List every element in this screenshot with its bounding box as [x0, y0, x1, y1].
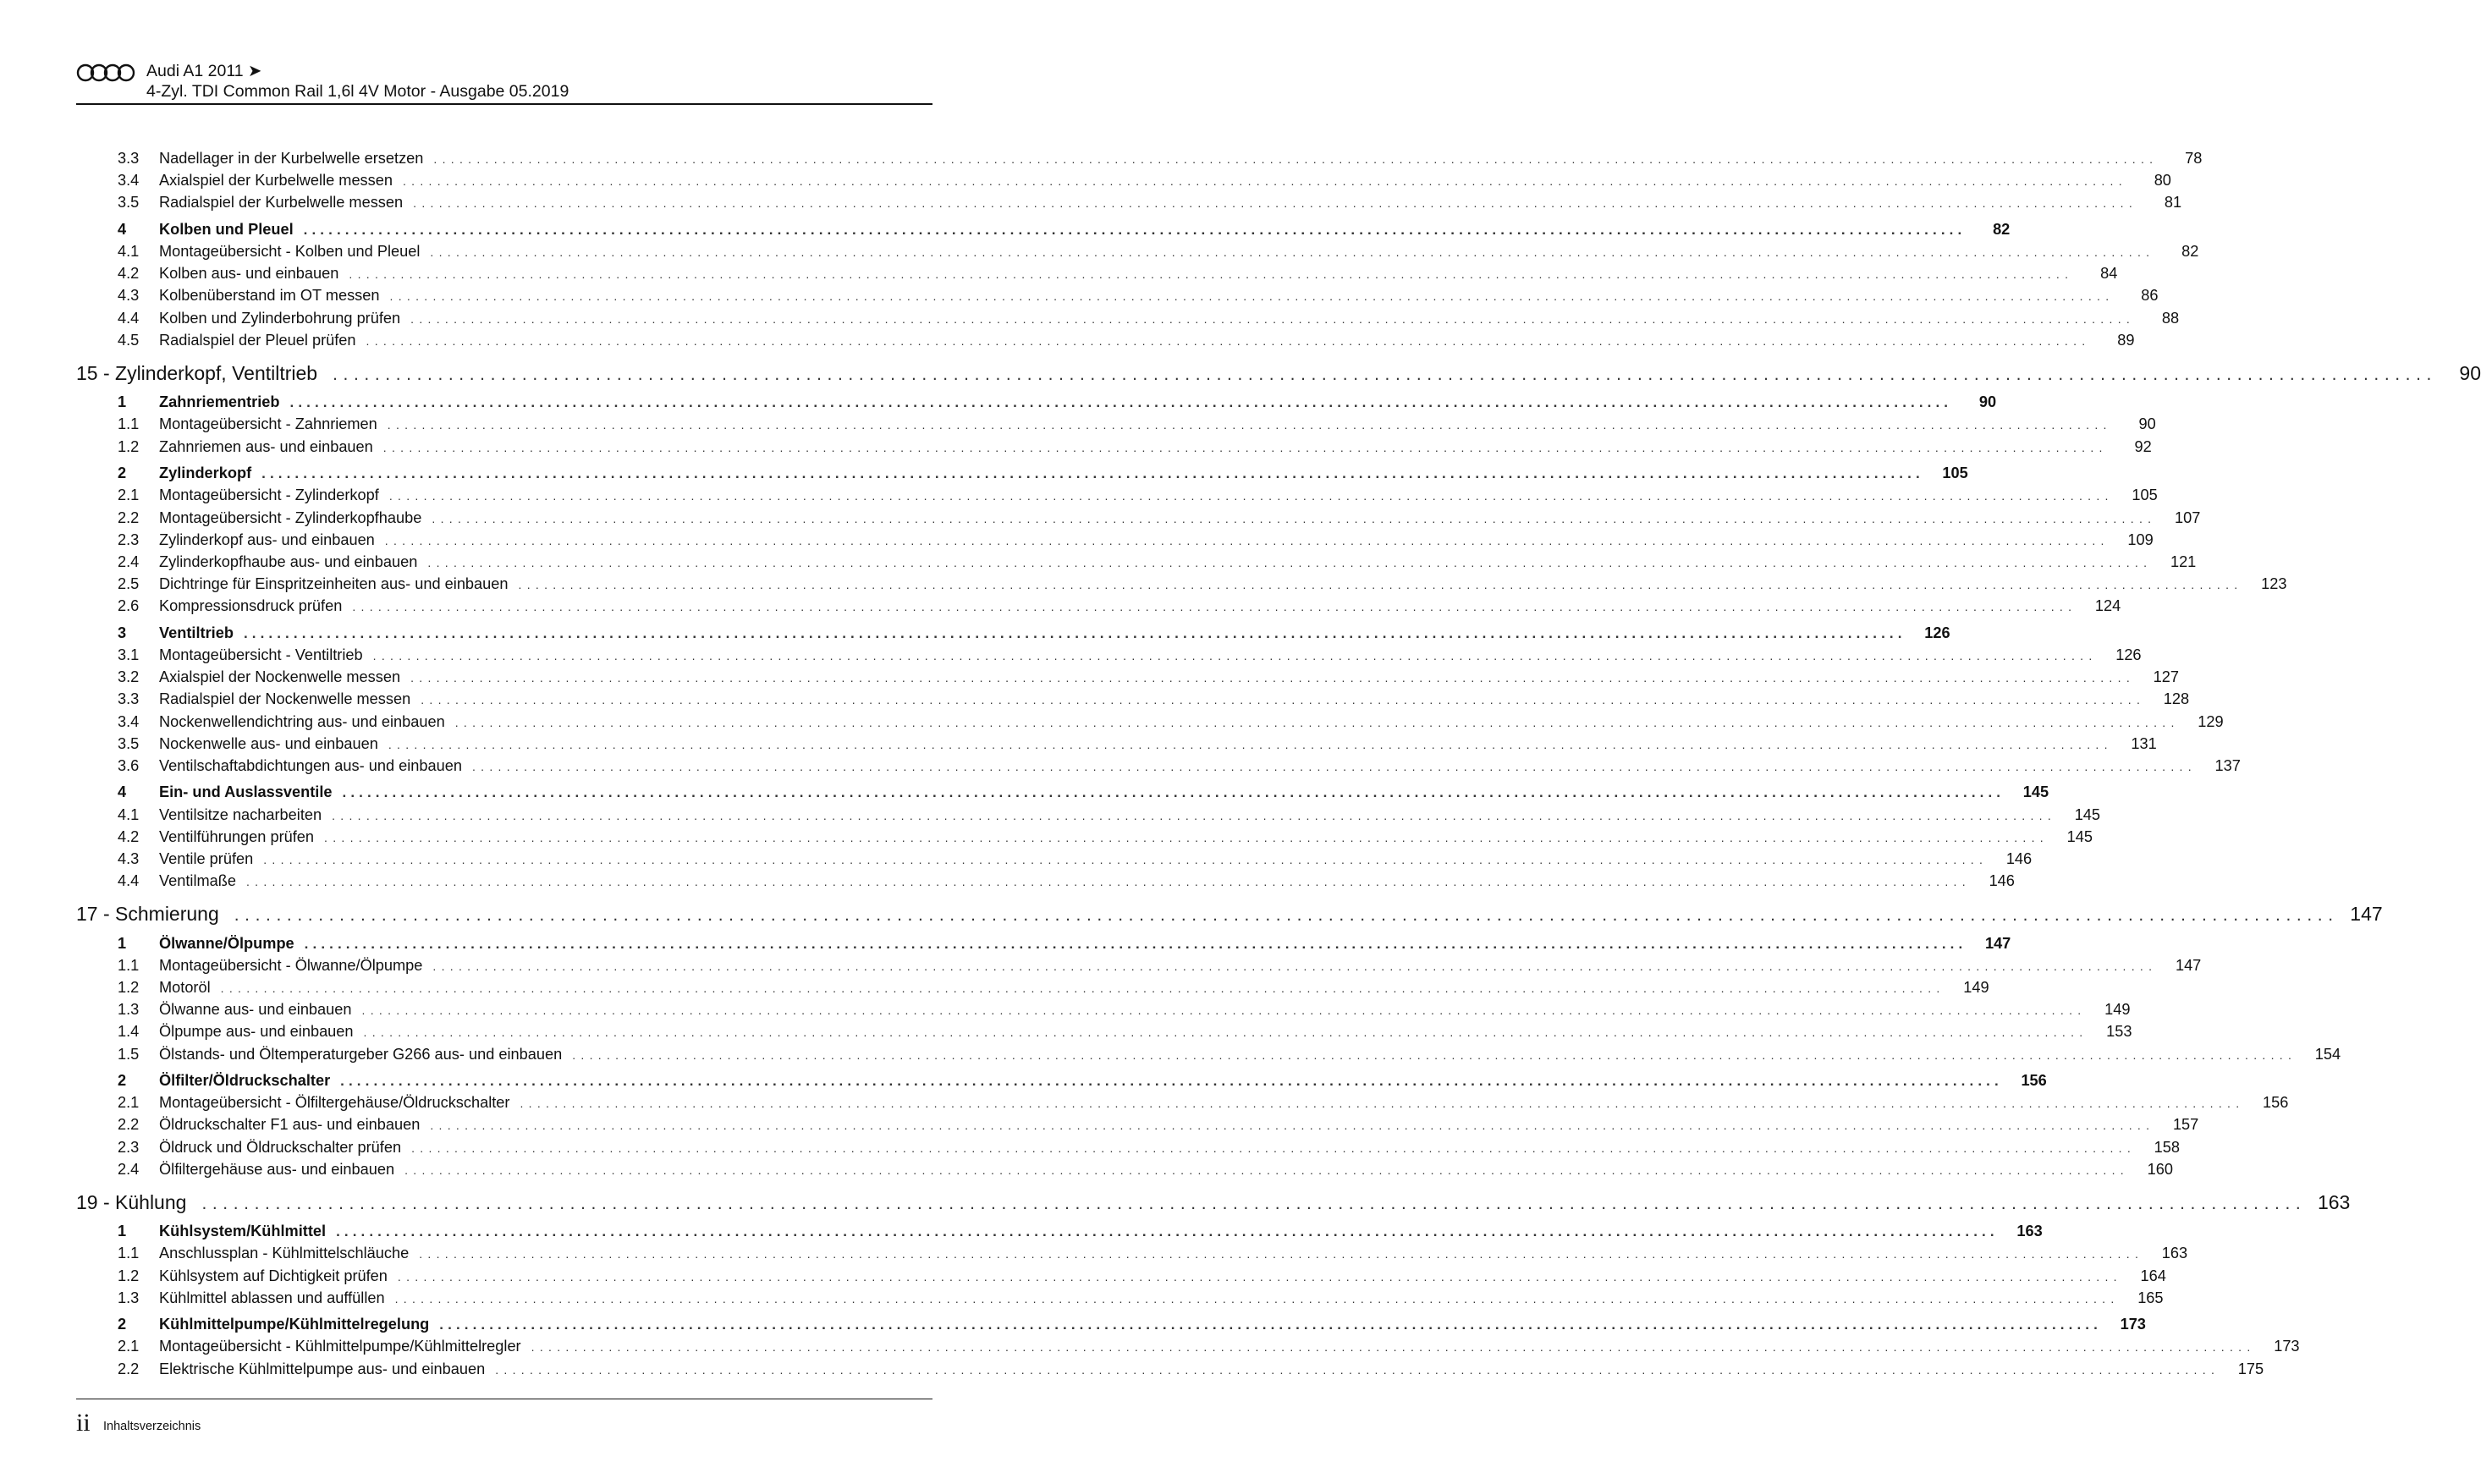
dot-leader: ........................................................................................................................................................................................................: [263, 852, 1989, 866]
dot-leader: ........................................................................................................................................................................................................: [410, 671, 2136, 685]
toc-page-number: 129: [2198, 712, 2224, 730]
toc-number: 4.2: [118, 827, 140, 845]
toc-title: 17 - Schmierung: [76, 903, 219, 926]
dot-leader: ........................................................................................................................................................................................................: [404, 1162, 2129, 1177]
toc-title: Ventilschaftabdichtungen aus- und einbauen: [159, 756, 462, 774]
toc-section[interactable]: [76, 1313, 2146, 1335]
dot-leader: ........................................................................................................................................................................................................: [387, 418, 2112, 432]
toc-number: 4: [118, 783, 127, 801]
toc-title: Ölwanne aus- und einbauen: [159, 1001, 352, 1019]
toc-page-number: 156: [2263, 1094, 2289, 1112]
toc-page-number: 149: [1963, 978, 1989, 996]
toc-number: 2.6: [118, 597, 140, 615]
toc-entry[interactable]: [76, 1242, 2188, 1264]
toc-entry[interactable]: [76, 1287, 2164, 1309]
dot-leader: ........................................................................................................................................................................................................: [419, 1247, 2144, 1261]
dot-leader: ........................................................................................................................................................................................................: [261, 465, 1924, 482]
toc-number: 3.3: [118, 150, 140, 167]
toc-page-number: 157: [2172, 1116, 2199, 1134]
dot-leader: ........................................................................................................................................................................................................: [394, 1291, 2120, 1305]
toc-title: Ölfiltergehäuse aus- und einbauen: [159, 1160, 395, 1178]
dot-leader: ........................................................................................................................................................................................................: [495, 1362, 2220, 1377]
toc-entry[interactable]: [76, 413, 2156, 435]
toc-title: Ventile prüfen: [159, 849, 254, 867]
toc-entry[interactable]: [76, 529, 2154, 551]
toc-number: 4.1: [118, 805, 140, 823]
dot-leader: ........................................................................................................................................................................................................: [439, 1316, 2102, 1333]
toc-chapter[interactable]: [76, 360, 2481, 387]
toc-title: Kolben und Pleuel: [159, 220, 294, 238]
toc-number: 2.1: [118, 1094, 140, 1112]
toc-title: Kühlmittelpumpe/Kühlmittelregelung: [159, 1316, 430, 1333]
document-subtitle: 4-Zyl. TDI Common Rail 1,6l 4V Motor - Ausgabe 05.2019: [146, 82, 569, 101]
toc-title: Kolben aus- und einbauen: [159, 265, 339, 283]
toc-title: Montageübersicht - Zylinderkopf: [159, 486, 379, 504]
toc-page-number: 80: [2154, 172, 2171, 190]
toc-entry[interactable]: [76, 307, 2180, 329]
toc-page-number: 90: [1978, 393, 1997, 411]
header-divider: [76, 103, 932, 105]
toc-number: 1.1: [118, 1245, 140, 1262]
toc-page-number: 160: [2147, 1160, 2173, 1178]
toc-number: 4.3: [118, 287, 140, 305]
toc-title: Öldruck und Öldruckschalter prüfen: [159, 1138, 402, 1156]
toc-title: Montageübersicht - Zylinderkopfhaube: [159, 508, 422, 526]
dot-leader: ........................................................................................................................................................................................................: [454, 715, 2180, 729]
dot-leader: ........................................................................................................................................................................................................: [430, 245, 2155, 260]
toc-entry[interactable]: [76, 240, 2199, 262]
toc-page-number: 163: [2161, 1245, 2188, 1262]
toc-page-number: 82: [1993, 220, 2011, 238]
toc-page-number: 107: [2174, 508, 2201, 526]
footer-label: Inhaltsverzeichnis: [103, 1420, 201, 1433]
toc-section[interactable]: [76, 622, 1950, 644]
toc-title: Nadellager in der Kurbelwelle ersetzen: [159, 150, 424, 167]
toc-number: 3.6: [118, 756, 140, 774]
toc-number: 4.4: [118, 309, 140, 327]
toc-title: Kolbenüberstand im OT messen: [159, 287, 380, 305]
toc-page-number: 158: [2154, 1138, 2181, 1156]
toc-number: 2.5: [118, 575, 140, 593]
toc-page-number: 147: [1984, 934, 2011, 952]
toc-number: 1: [118, 393, 127, 411]
dot-leader: ........................................................................................................................................................................................................: [518, 578, 2243, 592]
toc-title: Montageübersicht - Ventiltrieb: [159, 646, 363, 663]
dot-leader: ........................................................................................................................................................................................................: [366, 333, 2091, 348]
toc-section[interactable]: [76, 218, 2011, 240]
toc-title: Ein- und Auslassventile: [159, 783, 333, 801]
page-header: [76, 58, 932, 103]
toc-page-number: 146: [2005, 849, 2033, 867]
toc-title: Anschlussplan - Kühlmittelschläuche: [159, 1245, 410, 1262]
toc-entry[interactable]: [76, 1265, 2166, 1287]
toc-number: 2.3: [118, 530, 140, 548]
toc-number: 2.4: [118, 552, 140, 570]
toc-number: 2.4: [118, 1160, 140, 1178]
toc-entry[interactable]: [76, 711, 2224, 733]
toc-title: Ölpumpe aus- und einbauen: [159, 1023, 354, 1041]
toc-entry[interactable]: [76, 436, 2152, 458]
toc-number: 2.1: [118, 1338, 140, 1355]
toc-title: Nockenwelle aus- und einbauen: [159, 734, 378, 752]
toc-title: Ventilsitze nacharbeiten: [159, 805, 322, 823]
toc-entry[interactable]: [76, 595, 2121, 617]
toc-number: 3.1: [118, 646, 140, 663]
toc-number: 1.3: [118, 1289, 140, 1306]
toc-number: 3.5: [118, 734, 140, 752]
toc-page-number: 154: [2314, 1045, 2341, 1063]
toc-section[interactable]: [76, 781, 2049, 803]
toc-entry[interactable]: [76, 976, 1989, 998]
toc-title: Ventilführungen prüfen: [159, 827, 315, 845]
toc-entry[interactable]: [76, 191, 2182, 213]
toc-title: Dichtringe für Einspritzeinheiten aus- und einbauen: [159, 575, 509, 593]
toc-title: Montageübersicht - Kolben und Pleuel: [159, 243, 421, 261]
toc-entry[interactable]: [76, 1158, 2173, 1180]
footer-page-number: ii: [76, 1409, 91, 1437]
toc-number: 1: [118, 934, 127, 952]
toc-entry[interactable]: [76, 1113, 2199, 1135]
toc-title: Radialspiel der Kurbelwelle messen: [159, 194, 404, 212]
dot-leader: ........................................................................................................................................................................................................: [336, 1223, 1999, 1240]
dot-leader: ........................................................................................................................................................................................................: [397, 1269, 2122, 1283]
toc-entry[interactable]: [76, 755, 2241, 777]
toc-entry[interactable]: [76, 1020, 2132, 1042]
toc-entry[interactable]: [76, 169, 2171, 191]
toc-number: 2.1: [118, 486, 140, 504]
toc-page-number: 86: [2141, 287, 2159, 305]
toc-page-number: 147: [2350, 903, 2383, 926]
toc-title: Kolben und Zylinderbohrung prüfen: [159, 309, 401, 327]
dot-leader: ........................................................................................................................................................................................................: [201, 1193, 2307, 1213]
toc-title: Axialspiel der Kurbelwelle messen: [159, 172, 393, 190]
dot-leader: ........................................................................................................................................................................................................: [421, 693, 2146, 707]
toc-number: 2.2: [118, 1360, 140, 1377]
toc-page-number: 145: [2022, 783, 2049, 801]
toc-entry[interactable]: [76, 870, 2015, 892]
toc-title: Zahnriementrieb: [159, 393, 280, 411]
toc-entry[interactable]: [76, 147, 2203, 169]
toc-title: Zylinderkopf: [159, 464, 252, 482]
toc-entry[interactable]: [76, 1358, 2264, 1380]
dot-leader: ........................................................................................................................................................................................................: [427, 555, 2153, 569]
dot-leader: ........................................................................................................................................................................................................: [333, 364, 2437, 384]
toc-section[interactable]: [76, 1220, 2043, 1242]
dot-leader: ........................................................................................................................................................................................................: [432, 959, 2158, 973]
toc-number: 1.1: [118, 415, 140, 433]
toc-number: 2: [118, 464, 127, 482]
toc-entry[interactable]: [76, 826, 2093, 848]
toc-number: 4.2: [118, 265, 140, 283]
toc-page-number: 82: [2181, 243, 2199, 261]
toc-title: Nockenwellendichtring aus- und einbauen: [159, 712, 445, 730]
toc-entry[interactable]: [76, 329, 2135, 351]
toc-entry[interactable]: [76, 733, 2157, 755]
toc-entry[interactable]: [76, 1136, 2181, 1158]
toc-number: 3.3: [118, 690, 140, 708]
toc-page-number: 147: [2175, 956, 2202, 974]
toc-title: Ventiltrieb: [159, 624, 234, 641]
toc-number: 1.2: [118, 1267, 140, 1284]
toc-number: 1.4: [118, 1023, 140, 1041]
toc-title: Ölwanne/Ölpumpe: [159, 934, 294, 952]
toc-page-number: 121: [2170, 552, 2197, 570]
toc-page-number: 105: [1942, 464, 1968, 482]
dot-leader: ........................................................................................................................................................................................................: [411, 1140, 2137, 1155]
toc-number: 3.4: [118, 172, 140, 190]
toc-title: Radialspiel der Nockenwelle messen: [159, 690, 411, 708]
toc-number: 4.4: [118, 872, 140, 890]
toc-title: Montageübersicht - Kühlmittelpumpe/Kühlmittelregler: [159, 1338, 521, 1355]
toc-page-number: 163: [2317, 1190, 2351, 1213]
dot-leader: ........................................................................................................................................................................................................: [389, 289, 2115, 304]
toc-page-number: 90: [2459, 361, 2481, 384]
toc-entry[interactable]: [76, 284, 2159, 306]
toc-number: 1.3: [118, 1001, 140, 1019]
toc-title: Motoröl: [159, 978, 211, 996]
toc-number: 4: [118, 220, 127, 238]
dot-leader: ........................................................................................................................................................................................................: [243, 624, 1906, 641]
toc-title: Elektrische Kühlmittelpumpe aus- und einbauen: [159, 1360, 486, 1377]
toc-number: 1.5: [118, 1045, 140, 1063]
toc-entry[interactable]: [76, 551, 2197, 573]
toc-page-number: 145: [2066, 827, 2093, 845]
dot-leader: ........................................................................................................................................................................................................: [572, 1047, 2297, 1062]
dot-leader: ........................................................................................................................................................................................................: [382, 440, 2108, 454]
toc-page-number: 126: [1924, 624, 1950, 641]
toc-page-number: 165: [2137, 1289, 2164, 1306]
toc-entry[interactable]: [76, 688, 2190, 710]
toc-entry[interactable]: [76, 1091, 2289, 1113]
toc-number: 2.2: [118, 508, 140, 526]
toc-section[interactable]: [76, 391, 1997, 413]
toc-page-number: 126: [2115, 646, 2142, 663]
toc-title: Montageübersicht - Ölwanne/Ölpumpe: [159, 956, 423, 974]
dot-leader: ........................................................................................................................................................................................................: [413, 196, 2138, 211]
toc-title: Ölstands- und Öltemperaturgeber G266 aus- und einbauen: [159, 1045, 563, 1063]
toc-number: 1: [118, 1223, 127, 1240]
toc-title: Axialspiel der Nockenwelle messen: [159, 668, 401, 686]
dot-leader: ........................................................................................................................................................................................................: [432, 511, 2157, 525]
dot-leader: ........................................................................................................................................................................................................: [352, 600, 2077, 614]
toc-chapter[interactable]: [76, 1189, 2351, 1216]
toc-title: Montageübersicht - Ölfiltergehäuse/Öldruckschalter: [159, 1094, 510, 1112]
toc-title: Öldruckschalter F1 aus- und einbauen: [159, 1116, 421, 1134]
dot-leader: ........................................................................................................................................................................................................: [388, 737, 2113, 751]
toc-title: Zahnriemen aus- und einbauen: [159, 437, 373, 455]
toc-title: Kühlsystem auf Dichtigkeit prüfen: [159, 1267, 388, 1284]
toc-page-number: 173: [2120, 1316, 2146, 1333]
dot-leader: ........................................................................................................................................................................................................: [303, 221, 1967, 238]
toc-page-number: 81: [2164, 194, 2182, 212]
toc-title: Zylinderkopf aus- und einbauen: [159, 530, 375, 548]
table-of-contents: [76, 147, 2481, 1380]
toc-entry[interactable]: [76, 954, 2202, 976]
dot-leader: ........................................................................................................................................................................................................: [430, 1118, 2155, 1133]
toc-page-number: 145: [2074, 805, 2101, 823]
toc-page-number: 156: [2021, 1072, 2047, 1090]
toc-entry[interactable]: [76, 666, 2180, 688]
toc-number: 1.2: [118, 978, 140, 996]
toc-page-number: 90: [2138, 415, 2156, 433]
toc-section[interactable]: [76, 1069, 2047, 1091]
dot-leader: ........................................................................................................................................................................................................: [384, 533, 2110, 547]
toc-title: 15 - Zylinderkopf, Ventiltrieb: [76, 361, 318, 384]
toc-page-number: 164: [2140, 1267, 2166, 1284]
dot-leader: ........................................................................................................................................................................................................: [388, 489, 2114, 503]
toc-page-number: 88: [2161, 309, 2180, 327]
toc-title: Kühlmittel ablassen und auffüllen: [159, 1289, 385, 1306]
toc-entry[interactable]: [76, 998, 2131, 1020]
toc-title: Zylinderkopfhaube aus- und einbauen: [159, 552, 418, 570]
dot-leader: ........................................................................................................................................................................................................: [245, 875, 1971, 889]
dot-leader: ........................................................................................................................................................................................................: [324, 830, 2049, 844]
toc-number: 4.1: [118, 243, 140, 261]
toc-title: Kompressionsdruck prüfen: [159, 597, 343, 615]
dot-leader: ........................................................................................................................................................................................................: [402, 174, 2127, 189]
toc-title: Kühlsystem/Kühlmittel: [159, 1223, 327, 1240]
toc-number: 1.2: [118, 437, 140, 455]
toc-number: 3: [118, 624, 127, 641]
toc-page-number: 109: [2127, 530, 2154, 548]
toc-number: 2.3: [118, 1138, 140, 1156]
dot-leader: ........................................................................................................................................................................................................: [433, 152, 2159, 166]
toc-page-number: 128: [2163, 690, 2190, 708]
toc-page-number: 137: [2214, 756, 2241, 774]
toc-page-number: 89: [2117, 331, 2135, 349]
dot-leader: ........................................................................................................................................................................................................: [220, 981, 1945, 995]
toc-number: 4.3: [118, 849, 140, 867]
toc-number: 1.1: [118, 956, 140, 974]
dot-leader: ........................................................................................................................................................................................................: [349, 267, 2074, 282]
toc-title: 19 - Kühlung: [76, 1190, 187, 1213]
toc-page-number: 146: [1989, 872, 2015, 890]
audi-rings-logo-icon: [76, 63, 135, 82]
toc-entry[interactable]: [76, 1043, 2341, 1065]
toc-page-number: 78: [2185, 150, 2203, 167]
toc-page-number: 92: [2134, 437, 2152, 455]
toc-number: 3.2: [118, 668, 140, 686]
dot-leader: ........................................................................................................................................................................................................: [361, 1003, 2087, 1018]
dot-leader: ........................................................................................................................................................................................................: [304, 935, 1967, 952]
toc-entry[interactable]: [76, 573, 2287, 595]
toc-number: 4.5: [118, 331, 140, 349]
toc-number: 2: [118, 1316, 127, 1333]
toc-page-number: 84: [2100, 265, 2118, 283]
toc-number: 2: [118, 1072, 127, 1090]
toc-number: 2.2: [118, 1116, 140, 1134]
toc-entry[interactable]: [76, 262, 2118, 284]
dot-leader: ........................................................................................................................................................................................................: [410, 311, 2136, 326]
toc-title: Ölfilter/Öldruckschalter: [159, 1072, 331, 1090]
toc-page-number: 149: [2104, 1001, 2131, 1019]
dot-leader: ........................................................................................................................................................................................................: [332, 808, 2057, 822]
dot-leader: ........................................................................................................................................................................................................: [372, 648, 2098, 662]
toc-page-number: 163: [2016, 1223, 2043, 1240]
toc-page-number: 123: [2261, 575, 2287, 593]
toc-entry[interactable]: [76, 507, 2201, 529]
toc-page-number: 131: [2131, 734, 2157, 752]
dot-leader: ........................................................................................................................................................................................................: [471, 759, 2197, 773]
toc-title: Ventilmaße: [159, 872, 236, 890]
toc-section[interactable]: [76, 932, 2011, 954]
toc-number: 3.5: [118, 194, 140, 212]
dot-leader: ........................................................................................................................................................................................................: [340, 1073, 2003, 1090]
toc-entry[interactable]: [76, 804, 2101, 826]
toc-entry[interactable]: [76, 484, 2158, 506]
dot-leader: ........................................................................................................................................................................................................: [363, 1025, 2088, 1040]
dot-leader: ........................................................................................................................................................................................................: [520, 1097, 2245, 1111]
toc-page-number: 124: [2094, 597, 2121, 615]
document-title: Audi A1 2011 ➤: [146, 62, 262, 80]
toc-number: 3.4: [118, 712, 140, 730]
dot-leader: ........................................................................................................................................................................................................: [234, 905, 2339, 926]
toc-page-number: 175: [2237, 1360, 2264, 1377]
dot-leader: ........................................................................................................................................................................................................: [342, 784, 2005, 801]
toc-entry[interactable]: [76, 1335, 2300, 1357]
toc-entry[interactable]: [76, 848, 2033, 870]
toc-entry[interactable]: [76, 644, 2142, 666]
toc-page-number: 127: [2153, 668, 2180, 686]
toc-section[interactable]: [76, 462, 1968, 484]
toc-page-number: 173: [2274, 1338, 2300, 1355]
dot-leader: ........................................................................................................................................................................................................: [531, 1340, 2256, 1355]
toc-title: Radialspiel der Pleuel prüfen: [159, 331, 356, 349]
toc-page-number: 105: [2132, 486, 2158, 504]
dot-leader: ........................................................................................................................................................................................................: [289, 394, 1953, 411]
toc-page-number: 153: [2106, 1023, 2132, 1041]
toc-chapter[interactable]: [76, 900, 2383, 927]
toc-title: Montageübersicht - Zahnriemen: [159, 415, 377, 433]
